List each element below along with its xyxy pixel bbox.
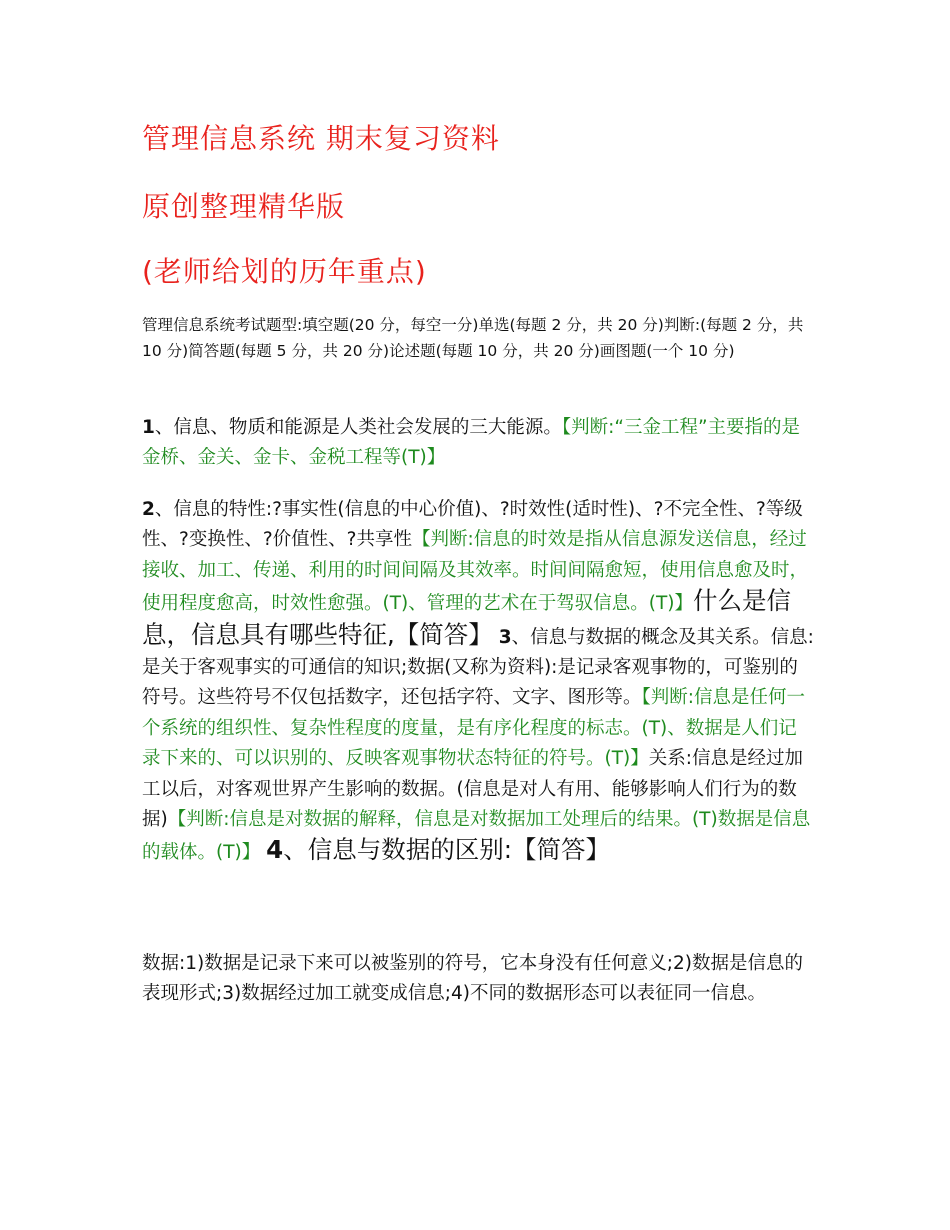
item-2-question: 什么是信息，信息具有哪些特征,【简答】 xyxy=(142,586,791,649)
item-4-number: 4 xyxy=(266,835,284,865)
item-2-number: 2 xyxy=(142,499,155,520)
item-4-body: 数据:1)数据是记录下来可以被鉴别的符号，它本身没有任何意义;2)数据是信息的表现形式;3)数据经过加工就变成信息;4)不同的数据形态可以表征同一信息。 xyxy=(142,953,803,1005)
document-title: 管理信息系统 期末复习资料 xyxy=(142,122,500,155)
item-1-text: 、信息、物质和能源是人类社会发展的三大能源。 xyxy=(154,417,562,438)
item-1-number: 1 xyxy=(142,417,155,438)
item-3-text: 、信息与数据的概念及其关系。信息:是关于客观事实的可通信的知识;数据(又称为资料):是记录客观事物的，可鉴别的符号。这些符号不仅包括数字，还包括字符、文字、图形等。 xyxy=(142,626,814,709)
document-subtitle: 原创整理精华版 xyxy=(142,190,346,223)
item-3-number: 3 xyxy=(498,626,512,648)
item-2-3-4-paragraph xyxy=(142,495,814,869)
item-2-judge: 【判断:信息的时效是指从信息源发送信息，经过接收、加工、传递、利用的时间间隔及其效率。时间间隔愈短，使用信息愈及时，使用程度愈高，时效性愈强。(T)、管理的艺术在于驾驭信息。(T)】 xyxy=(142,529,809,615)
exam-format-intro: 管理信息系统考试题型:填空题(20 分，每空一分)单选(每题 2 分，共 20 分)判断:(每题 2 分，共 10 分)简答题(每题 5 分，共 20 分)论述题(每题 10 分，共 20 分)画图题(一个 10 分) xyxy=(142,316,804,360)
item-3-judge-1: 【判断:信息是任何一个系统的组织性、复杂性程度的度量，是有序化程度的标志。(T)、数据是人们记录下来的、可以识别的、反映客观事物状态特征的符号。(T)】 xyxy=(142,687,805,770)
item-1-judge: 【判断:“三金工程”主要指的是金桥、金关、金卡、金税工程等(T)】 xyxy=(142,417,801,469)
item-4-heading: 、信息与数据的区别:【简答】 xyxy=(283,835,610,865)
item-1-paragraph xyxy=(142,413,814,474)
item-3-judge-2: 【判断:信息是对数据的解释，信息是对数据加工处理后的结果。(T)数据是信息的载体。(T)】 xyxy=(142,809,811,864)
item-3-relation: 关系:信息是经过加工以后，对客观世界产生影响的数据。(信息是对人有用、能够影响人们行为的数据) xyxy=(142,748,803,831)
document-note: (老师给划的历年重点) xyxy=(142,255,427,288)
item-2-text: 、信息的特性:?事实性(信息的中心价值)、?时效性(适时性)、?不完全性、?等级性、?变换性、?价值性、?共享性 xyxy=(142,499,803,551)
